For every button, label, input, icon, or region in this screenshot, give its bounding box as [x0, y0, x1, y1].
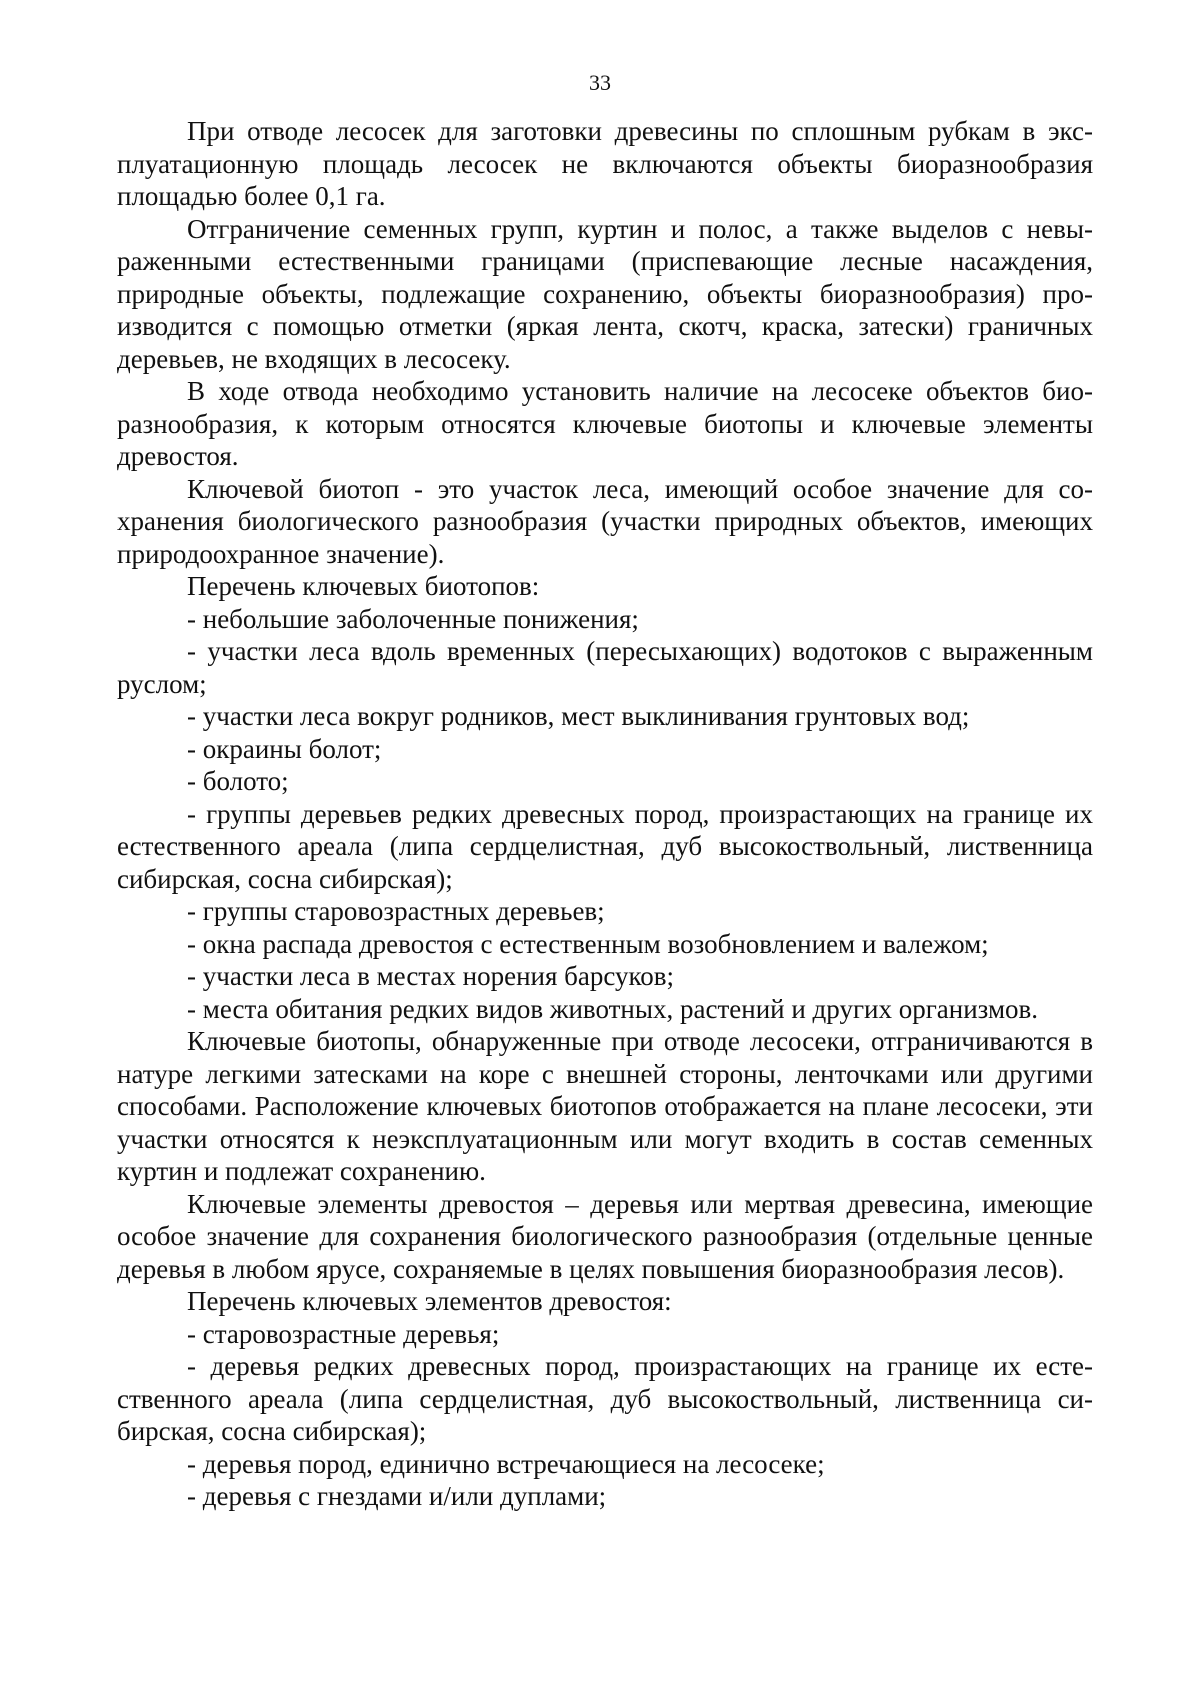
list-item: - окна распада древостоя с естественным возобновлением и валежом; — [187, 928, 989, 959]
paragraph-key-stand-elements-definition: Ключевые элементы древостоя – деревья или мертвая древесина, имеющие особое значение для сохранения биологического разнообразия (отдельные ценные деревья в любом ярусе, сохраняемые в целях повышения биоразнообразия лесов). — [117, 1188, 1093, 1284]
list-item: - деревья редких древесных пород, произрастающих на границе их естественного ареала (липа сердцелистная, дуб высокоствольный, лиственница сибирская, сосна сибирская); — [117, 1351, 1093, 1446]
list-item: - участки леса в местах норения барсуков; — [187, 961, 675, 991]
paragraph-biodiversity-objects: В ходе отвода необходимо установить наличие на лесосеке объектов биоразнообразия, к которым относятся ключевые биотопы и ключевые элементы древостоя. — [117, 376, 1093, 471]
list-item: - небольшие заболоченные понижения; — [187, 603, 639, 634]
list-item: - группы деревьев редких древесных пород, произрастающих на границе их естественного ареала (липа сердцелистная, дуб высокоствольный, лиственница сибирская, сосна сибирская); — [117, 798, 1093, 894]
list-item: - участки леса вокруг родников, мест выклинивания грунтовых вод; — [187, 701, 970, 731]
list-item: - деревья пород, единично встречающиеся на лесосеке; — [187, 1448, 825, 1479]
paragraph-boundary-marking: Отграничение семенных групп, куртин и полос, а также выделов с невыраженными естественными границами (приспевающие лесные насаждения, природные объекты, подлежащие сохранению, объекты биоразнообразия) производится с помощью отметки (яркая лента, скотч, краска, затески) граничных деревьев, не входящих в лесосеку. — [117, 213, 1093, 374]
page-number: 33 — [589, 70, 611, 95]
paragraph-cutting-area-exclusion: При отводе лесосек для заготовки древесины по сплошным рубкам в эксплуатационную площадь лесосек не включаются объекты биоразнообразия площадью более 0,1 га. — [117, 116, 1093, 211]
list-item: - деревья с гнездами и/или дуплами; — [187, 1481, 607, 1511]
paragraph-key-biotope-marking: Ключевые биотопы, обнаруженные при отводе лесосеки, отграничиваются в натуре легкими затесками на коре с внешней стороны, ленточками или другими способами. Расположение ключевых биотопов отображается на плане лесосеки, эти участки относятся к неэксплуатационным или могут входить в состав семенных куртин и подлежат сохранению. — [117, 1026, 1093, 1186]
list-item: - участки леса вдоль временных (пересыхающих) водотоков с выраженным руслом; — [117, 636, 1093, 699]
page-body — [117, 115, 1093, 1513]
list-item: - места обитания редких видов животных, растений и других организмов. — [187, 993, 1039, 1024]
paragraph-key-biotope-definition: Ключевой биотоп - это участок леса, имеющий особое значение для сохранения биологического разнообразия (участки природных объектов, имеющих природоохранное значение). — [117, 473, 1093, 569]
list-item: - группы старовозрастных деревьев; — [187, 896, 605, 926]
key-stand-elements-list-heading: Перечень ключевых элементов древостоя: — [187, 1286, 672, 1316]
list-item: - окраины болот; — [187, 733, 382, 764]
list-item: - болото; — [187, 766, 289, 796]
key-biotopes-list-heading: Перечень ключевых биотопов: — [187, 571, 540, 601]
list-item: - старовозрастные деревья; — [187, 1318, 500, 1349]
